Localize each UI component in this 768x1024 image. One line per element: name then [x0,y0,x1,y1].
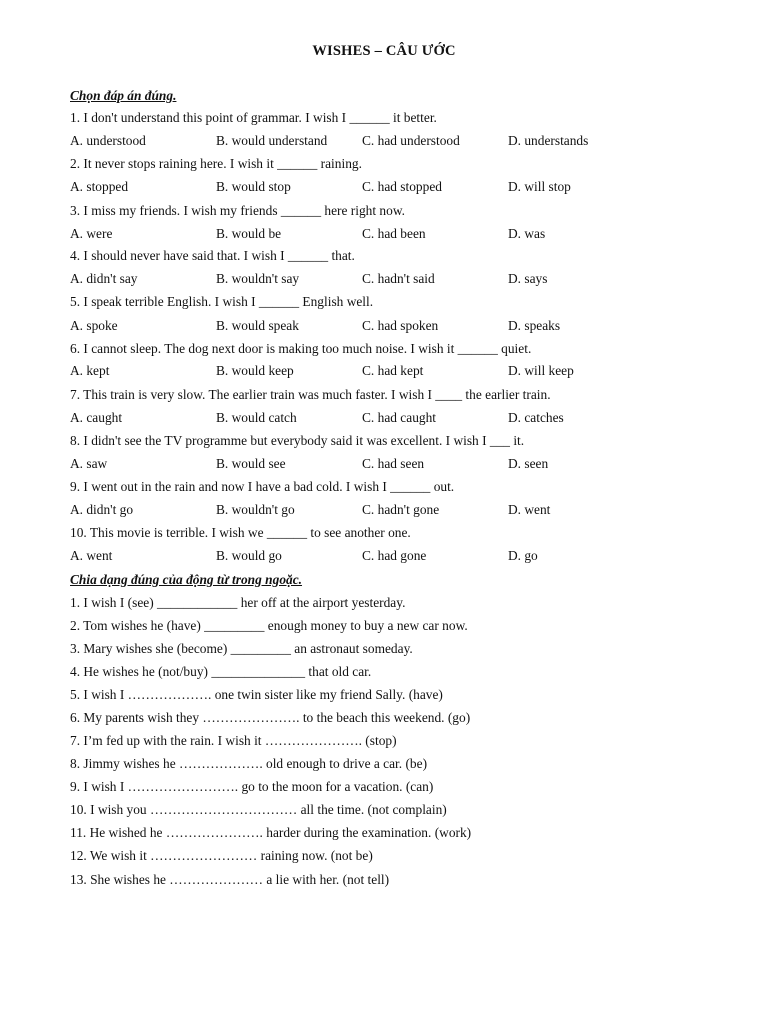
option-d: D. catches [508,410,564,425]
question-text: 8. I didn't see the TV programme but everybody said it was excellent. I wish I ___ it. [70,433,525,448]
option-a: A. didn't go [70,502,134,517]
option-a: A. understood [70,133,146,148]
exercise-item: 8. Jimmy wishes he ………………. old enough to drive a car. (be) [70,756,428,771]
option-c: C. had stopped [362,179,442,194]
option-d: D. was [508,226,546,241]
option-c: C. had been [362,226,426,241]
exercise-item: 3. Mary wishes she (become) _________ an astronaut someday. [70,641,413,656]
option-b: B. wouldn't go [216,502,295,517]
option-c: C. had seen [362,456,425,471]
option-d: D. will keep [508,363,574,378]
option-a: A. went [70,548,113,563]
exercise-item: 4. He wishes he (not/buy) ______________ that old car. [70,664,372,679]
option-b: B. would stop [216,179,291,194]
option-b: B. would speak [216,318,299,333]
option-c: C. had spoken [362,318,439,333]
exercise-item: 13. She wishes he ………………… a lie with her. (not tell) [70,872,390,887]
exercise-item: 11. He wished he …………………. harder during the examination. (work) [70,825,472,840]
exercise-item: 9. I wish I ……………………. go to the moon for a vacation. (can) [70,779,434,794]
exercise-item: 7. I’m fed up with the rain. I wish it …………………. (stop) [70,733,397,748]
option-d: D. went [508,502,551,517]
question-text: 7. This train is very slow. The earlier train was much faster. I wish I ____ the earlier train. [70,387,551,402]
page-title: WISHES – CÂU ƯỚC [312,43,456,59]
exercise-item: 12. We wish it …………………… raining now. (not be) [70,848,373,863]
section-heading-multiple-choice: Chọn đáp án đúng. [70,88,177,103]
option-c: C. had gone [362,548,427,563]
section-heading-verb-forms: Chia dạng đúng của động từ trong ngoặc. [70,572,303,587]
option-d: D. says [508,271,548,286]
option-c: C. had kept [362,363,424,378]
option-a: A. saw [70,456,108,471]
exercise-item: 1. I wish I (see) ____________ her off at the airport yesterday. [70,595,406,610]
option-a: A. kept [70,363,110,378]
option-b: B. would understand [216,133,328,148]
option-b: B. would go [216,548,282,563]
question-text: 6. I cannot sleep. The dog next door is making too much noise. I wish it ______ quiet. [70,341,532,356]
question-text: 3. I miss my friends. I wish my friends ______ here right now. [70,203,405,218]
option-a: A. stopped [70,179,129,194]
option-a: A. spoke [70,318,118,333]
option-d: D. understands [508,133,589,148]
option-d: D. go [508,548,538,563]
question-text: 10. This movie is terrible. I wish we ______ to see another one. [70,525,411,540]
option-b: B. would be [216,226,282,241]
question-text: 1. I don't understand this point of grammar. I wish I ______ it better. [70,110,437,125]
option-b: B. would keep [216,363,294,378]
option-a: A. caught [70,410,123,425]
exercise-item: 6. My parents wish they …………………. to the beach this weekend. (go) [70,710,471,725]
option-d: D. seen [508,456,549,471]
exercise-item: 10. I wish you …………………………… all the time. (not complain) [70,802,447,817]
option-d: D. speaks [508,318,561,333]
option-a: A. were [70,226,113,241]
question-text: 9. I went out in the rain and now I have a bad cold. I wish I ______ out. [70,479,455,494]
option-d: D. will stop [508,179,571,194]
option-c: C. had caught [362,410,437,425]
option-c: C. hadn't said [362,271,435,286]
option-b: B. wouldn't say [216,271,300,286]
option-b: B. would see [216,456,286,471]
option-a: A. didn't say [70,271,138,286]
question-text: 4. I should never have said that. I wish I ______ that. [70,248,355,263]
question-text: 5. I speak terrible English. I wish I ______ English well. [70,294,374,309]
option-c: C. had understood [362,133,460,148]
question-text: 2. It never stops raining here. I wish it ______ raining. [70,156,362,171]
option-c: C. hadn't gone [362,502,440,517]
option-b: B. would catch [216,410,297,425]
exercise-item: 5. I wish I ………………. one twin sister like my friend Sally. (have) [70,687,443,702]
exercise-item: 2. Tom wishes he (have) _________ enough money to buy a new car now. [70,618,468,633]
